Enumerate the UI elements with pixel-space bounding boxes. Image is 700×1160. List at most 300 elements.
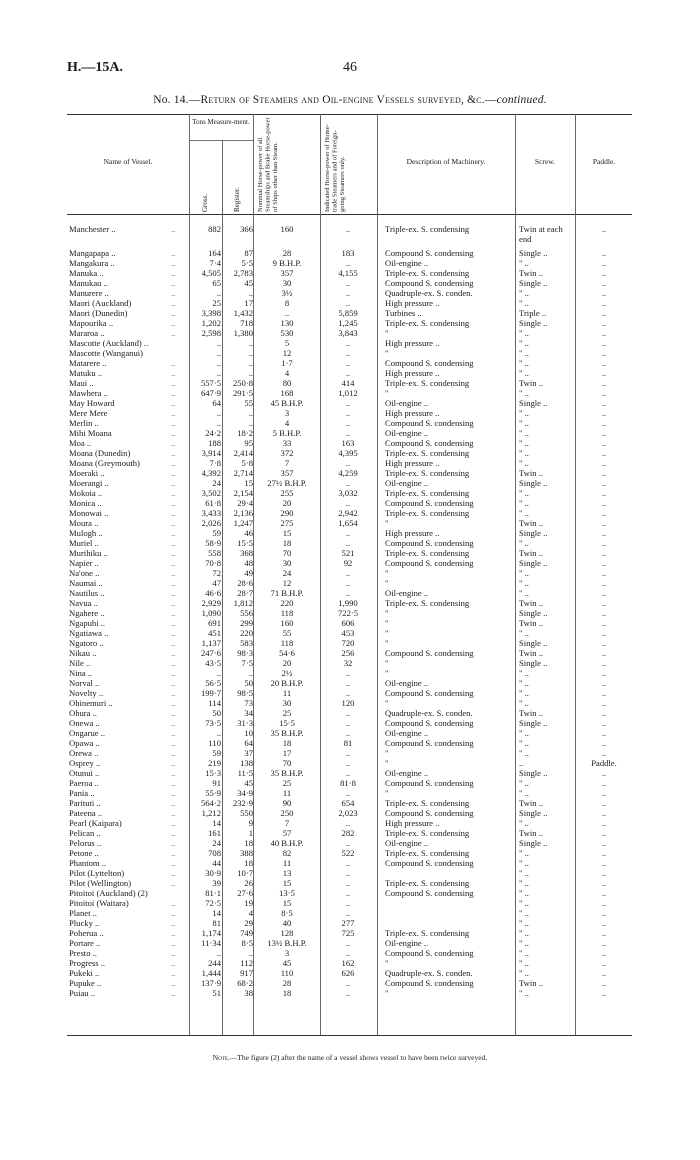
table-row bbox=[67, 358, 632, 368]
register-tonnage: 2,714 bbox=[233, 468, 253, 478]
nominal-horse-power: 530 bbox=[280, 328, 294, 338]
machinery-description: " bbox=[385, 568, 389, 578]
indicated-horse-power: 256 bbox=[341, 648, 355, 658]
register-tonnage: 28·6 bbox=[237, 578, 253, 588]
leader-dots: .. bbox=[171, 748, 176, 758]
header-register: Register. bbox=[233, 187, 241, 212]
paddle-type: .. bbox=[601, 908, 607, 918]
screw-type: Twin .. bbox=[519, 378, 543, 388]
screw-type: " .. bbox=[519, 848, 529, 858]
header-paddle: Paddle. bbox=[592, 157, 616, 166]
machinery-description: Compound S. condensing bbox=[385, 858, 474, 868]
paddle-type: .. bbox=[601, 718, 607, 728]
leader-dots: .. bbox=[171, 558, 176, 568]
register-tonnage: 73 bbox=[244, 698, 253, 708]
indicated-horse-power: 4,395 bbox=[338, 448, 358, 458]
screw-type: Single .. bbox=[519, 528, 548, 538]
footnote bbox=[0, 1053, 700, 1062]
register-tonnage: 46 bbox=[244, 528, 253, 538]
nominal-horse-power: 82 bbox=[282, 848, 292, 858]
table-row bbox=[67, 468, 632, 478]
register-tonnage: 556 bbox=[240, 608, 253, 618]
register-tonnage: 1 bbox=[248, 828, 253, 838]
machinery-description: High pressure .. bbox=[385, 298, 440, 308]
machinery-description: High pressure .. bbox=[385, 818, 440, 828]
nominal-horse-power: 55 bbox=[282, 628, 292, 638]
nominal-horse-power: 30 bbox=[282, 558, 292, 568]
nominal-horse-power: 5 bbox=[284, 338, 290, 348]
indicated-horse-power: .. bbox=[345, 224, 351, 234]
vessel-name: Moa .. bbox=[69, 438, 92, 448]
vessel-name: May Howard bbox=[69, 398, 115, 408]
register-tonnage: 368 bbox=[240, 548, 253, 558]
nominal-horse-power: .. bbox=[284, 308, 290, 318]
vessel-name: Pelorus .. bbox=[69, 838, 102, 848]
machinery-description: Quadruple-ex. S. conden. bbox=[385, 968, 473, 978]
vessel-name: Pitoitoi (Waitara) bbox=[69, 898, 129, 908]
machinery-description: Compound S. condensing bbox=[385, 778, 474, 788]
gross-tonnage: 64 bbox=[212, 398, 221, 408]
paddle-type: .. bbox=[601, 598, 607, 608]
table-row bbox=[67, 258, 632, 268]
nominal-horse-power: 80 bbox=[282, 378, 292, 388]
indicated-horse-power: .. bbox=[345, 478, 351, 488]
indicated-horse-power: .. bbox=[345, 408, 351, 418]
register-tonnage: 583 bbox=[240, 638, 253, 648]
screw-type: " .. bbox=[519, 748, 529, 758]
vessel-name: Norval .. bbox=[69, 678, 100, 688]
register-tonnage: 2,154 bbox=[233, 488, 253, 498]
leader-dots: .. bbox=[171, 788, 176, 798]
screw-type: " .. bbox=[519, 358, 529, 368]
screw-type: " .. bbox=[519, 958, 529, 968]
leader-dots: .. bbox=[171, 408, 176, 418]
leader-dots: .. bbox=[171, 528, 176, 538]
machinery-description: Compound S. condensing bbox=[385, 248, 474, 258]
table-row bbox=[67, 388, 632, 398]
table-row bbox=[67, 478, 632, 488]
paddle-type: .. bbox=[601, 788, 607, 798]
machinery-description: Compound S. condensing bbox=[385, 358, 474, 368]
nominal-horse-power: 118 bbox=[280, 638, 294, 648]
gross-tonnage: .. bbox=[216, 348, 221, 358]
paddle-type: .. bbox=[601, 728, 607, 738]
gross-tonnage: 558 bbox=[208, 548, 221, 558]
table-row bbox=[67, 278, 632, 288]
vessel-name: Maori (Auckland) bbox=[69, 298, 132, 308]
leader-dots: .. bbox=[171, 858, 176, 868]
paddle-type: .. bbox=[601, 868, 607, 878]
table-row bbox=[67, 858, 632, 868]
title-prefix: No. 14.— bbox=[153, 94, 201, 106]
leader-dots: .. bbox=[171, 398, 176, 408]
vessel-name: Mokoia .. bbox=[69, 488, 103, 498]
paddle-type: .. bbox=[601, 668, 607, 678]
register-tonnage: .. bbox=[248, 408, 253, 418]
title-main: Return of Steamers and Oil-engine Vessels surveyed, &c.— bbox=[200, 94, 497, 106]
machinery-description: Compound S. condensing bbox=[385, 278, 474, 288]
gross-tonnage: 70·8 bbox=[205, 558, 221, 568]
screw-type: " .. bbox=[519, 498, 529, 508]
paddle-type: .. bbox=[601, 858, 607, 868]
leader-dots: .. bbox=[171, 224, 176, 234]
vessel-name: Nile .. bbox=[69, 658, 91, 668]
screw-type: " .. bbox=[519, 728, 529, 738]
paddle-type: .. bbox=[601, 224, 607, 234]
vessel-name: Orewa .. bbox=[69, 748, 99, 758]
table-row bbox=[67, 928, 632, 938]
screw-type: Single .. bbox=[519, 278, 548, 288]
vessel-name: Ongarue .. bbox=[69, 728, 106, 738]
paddle-type: .. bbox=[601, 698, 607, 708]
register-tonnage: 10·7 bbox=[237, 868, 253, 878]
indicated-horse-power: .. bbox=[345, 868, 351, 878]
nominal-horse-power: 54·6 bbox=[279, 648, 295, 658]
paddle-type: .. bbox=[601, 798, 607, 808]
gross-tonnage: 647·9 bbox=[200, 388, 221, 398]
leader-dots: .. bbox=[171, 648, 176, 658]
leader-dots: .. bbox=[171, 828, 176, 838]
gross-tonnage: 30·9 bbox=[205, 868, 221, 878]
gross-tonnage: 65 bbox=[212, 278, 221, 288]
table-row bbox=[67, 628, 632, 638]
register-tonnage: .. bbox=[248, 668, 253, 678]
vessel-name: Puiau .. bbox=[69, 988, 96, 998]
paddle-type: .. bbox=[601, 638, 607, 648]
leader-dots: .. bbox=[171, 568, 176, 578]
machinery-description: Triple-ex. S. condensing bbox=[385, 928, 470, 938]
leader-dots: .. bbox=[171, 368, 176, 378]
leader-dots: .. bbox=[171, 598, 176, 608]
gross-tonnage: 3,914 bbox=[201, 448, 221, 458]
table-row bbox=[67, 808, 632, 818]
screw-type: .. bbox=[519, 758, 524, 768]
indicated-horse-power: .. bbox=[345, 878, 351, 888]
gross-tonnage: 4,505 bbox=[201, 268, 221, 278]
nominal-horse-power: 28 bbox=[282, 248, 292, 258]
nominal-horse-power: 11 bbox=[282, 858, 292, 868]
paddle-type: .. bbox=[601, 928, 607, 938]
screw-type: " .. bbox=[519, 968, 529, 978]
title-suffix: continued. bbox=[496, 94, 547, 106]
table-row bbox=[67, 338, 632, 348]
header-screw: Screw. bbox=[534, 157, 556, 166]
leader-dots: .. bbox=[171, 258, 176, 268]
gross-tonnage: .. bbox=[216, 338, 221, 348]
nominal-horse-power: 40 B.H.P. bbox=[270, 838, 304, 848]
leader-dots: .. bbox=[171, 248, 176, 258]
leader-dots: .. bbox=[171, 428, 176, 438]
paddle-type: .. bbox=[601, 658, 607, 668]
register-tonnage: 87 bbox=[244, 248, 253, 258]
machinery-description: High pressure .. bbox=[385, 338, 440, 348]
table-row bbox=[67, 508, 632, 518]
register-tonnage: 7·5 bbox=[241, 658, 253, 668]
register-tonnage: 112 bbox=[240, 958, 253, 968]
table-row bbox=[67, 708, 632, 718]
register-tonnage: 2,136 bbox=[233, 508, 253, 518]
paddle-type: .. bbox=[601, 528, 607, 538]
screw-type: " .. bbox=[519, 668, 529, 678]
vessel-name: Novelty .. bbox=[69, 688, 104, 698]
register-tonnage: 1,380 bbox=[233, 328, 253, 338]
gross-tonnage: 2,026 bbox=[201, 518, 221, 528]
gross-tonnage: 557·5 bbox=[200, 378, 221, 388]
screw-type: " .. bbox=[519, 918, 529, 928]
machinery-description: Turbines .. bbox=[385, 308, 422, 318]
gross-tonnage: 51 bbox=[212, 988, 221, 998]
table-row bbox=[67, 378, 632, 388]
machinery-description: High pressure .. bbox=[385, 528, 440, 538]
table-row bbox=[67, 868, 632, 878]
paddle-type: .. bbox=[601, 778, 607, 788]
machinery-description: Quadruple-ex. S. conden. bbox=[385, 288, 473, 298]
header-tons-measurement: Tons Measure-ment. bbox=[192, 118, 250, 126]
nominal-horse-power: 28 bbox=[282, 978, 292, 988]
leader-dots: .. bbox=[171, 638, 176, 648]
nominal-horse-power: 220 bbox=[280, 598, 294, 608]
screw-type: " .. bbox=[519, 428, 529, 438]
nominal-horse-power: 8·5 bbox=[281, 908, 293, 918]
paddle-type: .. bbox=[601, 898, 607, 908]
indicated-horse-power: 5,859 bbox=[338, 308, 358, 318]
indicated-horse-power: 1,012 bbox=[338, 388, 358, 398]
gross-tonnage: 72 bbox=[212, 568, 221, 578]
gross-tonnage: 91 bbox=[212, 778, 221, 788]
gross-tonnage: 1,137 bbox=[201, 638, 221, 648]
nominal-horse-power: 5 B.H.P. bbox=[272, 428, 302, 438]
vessel-name: Pukeki .. bbox=[69, 968, 100, 978]
vessel-name: Planet .. bbox=[69, 908, 97, 918]
table-row bbox=[67, 418, 632, 428]
leader-dots: .. bbox=[171, 928, 176, 938]
table-row bbox=[67, 528, 632, 538]
indicated-horse-power: 722·5 bbox=[337, 608, 359, 618]
table-row bbox=[67, 958, 632, 968]
indicated-horse-power: 4,155 bbox=[338, 268, 358, 278]
paddle-type: .. bbox=[601, 538, 607, 548]
leader-dots: .. bbox=[171, 498, 176, 508]
nominal-horse-power: 45 bbox=[282, 958, 292, 968]
paddle-type: .. bbox=[601, 248, 607, 258]
indicated-horse-power: .. bbox=[345, 298, 351, 308]
screw-type: " .. bbox=[519, 508, 529, 518]
indicated-horse-power: .. bbox=[345, 568, 351, 578]
leader-dots: .. bbox=[171, 938, 176, 948]
indicated-horse-power: 4,259 bbox=[338, 468, 358, 478]
nominal-horse-power: 13·5 bbox=[279, 888, 295, 898]
paddle-type: .. bbox=[601, 608, 607, 618]
indicated-horse-power: 3,843 bbox=[338, 328, 358, 338]
gross-tonnage: 39 bbox=[212, 878, 221, 888]
vessel-name: Mulogh .. bbox=[69, 528, 103, 538]
machinery-description: Triple-ex. S. condensing bbox=[385, 488, 470, 498]
gross-tonnage: 1,202 bbox=[201, 318, 221, 328]
screw-type: " .. bbox=[519, 908, 529, 918]
paddle-type: .. bbox=[601, 388, 607, 398]
machinery-description: Oil-engine .. bbox=[385, 768, 429, 778]
vessel-name: Ngatiawa .. bbox=[69, 628, 109, 638]
screw-type: " .. bbox=[519, 328, 529, 338]
gross-tonnage: 24 bbox=[212, 478, 221, 488]
machinery-description: " bbox=[385, 658, 389, 668]
screw-type: " .. bbox=[519, 368, 529, 378]
paddle-type: .. bbox=[601, 888, 607, 898]
nominal-horse-power: 2½ bbox=[281, 668, 293, 678]
screw-type: Single .. bbox=[519, 658, 548, 668]
table-row bbox=[67, 448, 632, 458]
indicated-horse-power: .. bbox=[345, 758, 351, 768]
leader-dots: .. bbox=[171, 378, 176, 388]
table-row bbox=[67, 678, 632, 688]
register-tonnage: 1,432 bbox=[233, 308, 253, 318]
paddle-type: .. bbox=[601, 818, 607, 828]
table-row bbox=[67, 658, 632, 668]
gross-tonnage: 1,212 bbox=[201, 808, 221, 818]
machinery-description: Triple-ex. S. condensing bbox=[385, 828, 470, 838]
gross-tonnage: .. bbox=[216, 368, 221, 378]
screw-type: " .. bbox=[519, 298, 529, 308]
gross-tonnage: 59 bbox=[212, 528, 221, 538]
leader-dots: .. bbox=[171, 628, 176, 638]
paddle-type: .. bbox=[601, 488, 607, 498]
leader-dots: .. bbox=[171, 948, 176, 958]
paddle-type: .. bbox=[601, 878, 607, 888]
table-row bbox=[67, 898, 632, 908]
gross-tonnage: 691 bbox=[208, 618, 221, 628]
indicated-horse-power: .. bbox=[345, 358, 351, 368]
paddle-type: .. bbox=[601, 358, 607, 368]
nominal-horse-power: 7 bbox=[284, 458, 290, 468]
nominal-horse-power: 18 bbox=[282, 538, 292, 548]
table-row bbox=[67, 438, 632, 448]
leader-dots: .. bbox=[171, 768, 176, 778]
gross-tonnage: 110 bbox=[208, 738, 221, 748]
table-row bbox=[67, 638, 632, 648]
machinery-description: Triple-ex. S. condensing bbox=[385, 798, 470, 808]
paddle-type: .. bbox=[601, 588, 607, 598]
gross-tonnage: 81·1 bbox=[205, 888, 221, 898]
machinery-description: Oil-engine .. bbox=[385, 938, 429, 948]
register-tonnage: 299 bbox=[240, 618, 253, 628]
nominal-horse-power: 20 bbox=[282, 658, 292, 668]
paddle-type: .. bbox=[601, 478, 607, 488]
indicated-horse-power: .. bbox=[345, 728, 351, 738]
table-row bbox=[67, 328, 632, 338]
machinery-description: Oil-engine .. bbox=[385, 678, 429, 688]
table-row bbox=[67, 918, 632, 928]
indicated-horse-power: .. bbox=[345, 708, 351, 718]
register-tonnage: 2,414 bbox=[233, 448, 253, 458]
gross-tonnage: 58·9 bbox=[205, 538, 221, 548]
gross-tonnage: 14 bbox=[212, 818, 221, 828]
indicated-horse-power: .. bbox=[345, 938, 351, 948]
vessel-name: Mascotte (Wanganui) bbox=[69, 348, 143, 358]
top-rule bbox=[67, 114, 632, 115]
gross-tonnage: 24 bbox=[212, 838, 221, 848]
gross-tonnage: 708 bbox=[208, 848, 221, 858]
gross-tonnage: 25 bbox=[212, 298, 221, 308]
paddle-type: .. bbox=[601, 938, 607, 948]
table-row bbox=[67, 618, 632, 628]
register-tonnage: 15 bbox=[244, 478, 253, 488]
indicated-horse-power: .. bbox=[345, 888, 351, 898]
vessel-name: Mihi Moana bbox=[69, 428, 112, 438]
gross-tonnage: 81 bbox=[212, 918, 221, 928]
gross-tonnage: 199·7 bbox=[200, 688, 221, 698]
register-tonnage: 19 bbox=[244, 898, 253, 908]
vessel-name: Ngahere .. bbox=[69, 608, 105, 618]
table-row bbox=[67, 558, 632, 568]
screw-type: " .. bbox=[519, 388, 529, 398]
screw-type: " .. bbox=[519, 348, 529, 358]
leader-dots: .. bbox=[171, 798, 176, 808]
paddle-type: .. bbox=[601, 458, 607, 468]
table-row bbox=[67, 948, 632, 958]
paddle-type: .. bbox=[601, 328, 607, 338]
machinery-description: " bbox=[385, 348, 389, 358]
paddle-type: .. bbox=[601, 338, 607, 348]
paddle-type: .. bbox=[601, 618, 607, 628]
machinery-description: Oil-engine .. bbox=[385, 588, 429, 598]
machinery-description: Compound S. condensing bbox=[385, 438, 474, 448]
gross-tonnage: 564·2 bbox=[200, 798, 221, 808]
screw-type: " .. bbox=[519, 688, 529, 698]
nominal-horse-power: 18 bbox=[282, 988, 292, 998]
nominal-horse-power: 7 bbox=[284, 818, 290, 828]
gross-tonnage: 164 bbox=[208, 248, 221, 258]
machinery-description: Compound S. condensing bbox=[385, 688, 474, 698]
register-tonnage: 138 bbox=[240, 758, 253, 768]
nominal-horse-power: 35 B.H.P. bbox=[270, 728, 304, 738]
page-number: 46 bbox=[343, 60, 357, 75]
leader-dots: .. bbox=[171, 878, 176, 888]
screw-type: Triple .. bbox=[519, 308, 547, 318]
leader-dots: .. bbox=[171, 388, 176, 398]
nominal-horse-power: 20 bbox=[282, 498, 292, 508]
machinery-description: High pressure .. bbox=[385, 408, 440, 418]
gross-tonnage: 15·3 bbox=[205, 768, 221, 778]
nominal-horse-power: 4 bbox=[284, 368, 290, 378]
nominal-horse-power: 45 B.H.P. bbox=[270, 398, 304, 408]
indicated-horse-power: .. bbox=[345, 898, 351, 908]
table-title bbox=[0, 94, 700, 106]
screw-type: " .. bbox=[519, 898, 529, 908]
register-tonnage: 18 bbox=[244, 838, 253, 848]
table-row bbox=[67, 548, 632, 558]
indicated-horse-power: .. bbox=[345, 428, 351, 438]
gross-tonnage: 137·9 bbox=[200, 978, 221, 988]
nominal-horse-power: 70 bbox=[282, 758, 292, 768]
gross-tonnage: 46·6 bbox=[205, 588, 221, 598]
leader-dots: .. bbox=[171, 808, 176, 818]
vessel-name: Ngapuhi .. bbox=[69, 618, 106, 628]
vessel-name: Moura .. bbox=[69, 518, 99, 528]
register-tonnage: 220 bbox=[240, 628, 253, 638]
vessel-name: Pitoitoi (Auckland) (2) bbox=[69, 888, 148, 898]
nominal-horse-power: 8 bbox=[284, 298, 290, 308]
vessel-name: Nikau .. bbox=[69, 648, 97, 658]
leader-dots: .. bbox=[171, 698, 176, 708]
table-row bbox=[67, 458, 632, 468]
tons-subrule bbox=[189, 140, 253, 141]
vessel-name: Parituti .. bbox=[69, 798, 101, 808]
paddle-type: .. bbox=[601, 318, 607, 328]
machinery-description: " bbox=[385, 628, 389, 638]
table-row bbox=[67, 298, 632, 308]
screw-type: Single .. bbox=[519, 808, 548, 818]
vessel-name: Manchester .. bbox=[69, 224, 116, 234]
